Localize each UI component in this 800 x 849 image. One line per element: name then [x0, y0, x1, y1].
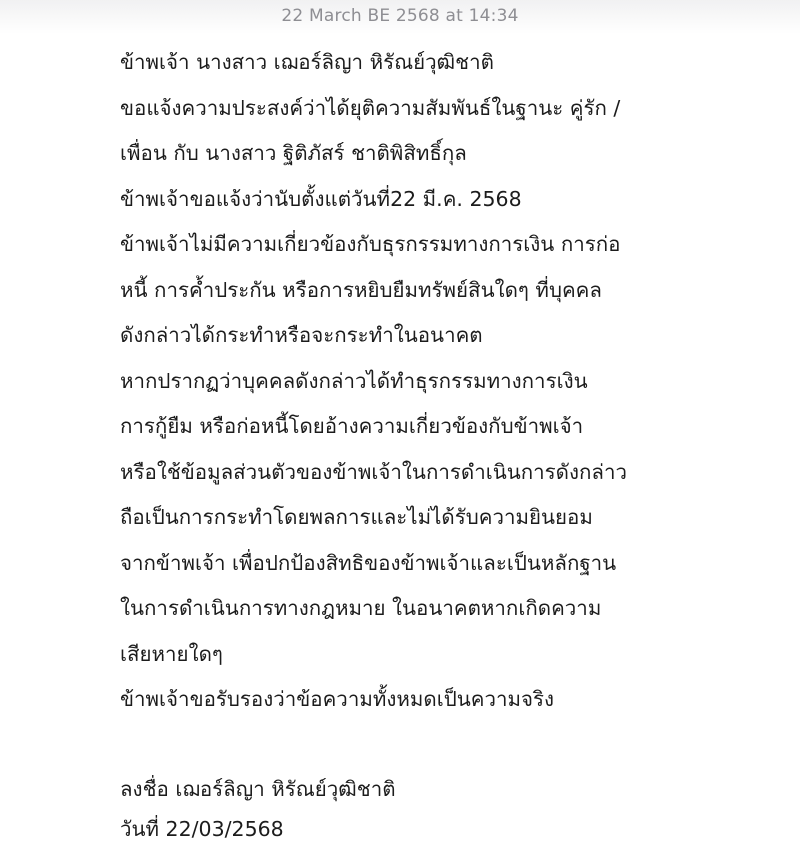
- note-timestamp: 22 March BE 2568 at 14:34: [281, 6, 519, 26]
- note-line: ข้าพเจ้าไม่มีความเกี่ยวข้องกับธุรกรรมทางการเงิน การก่อ: [120, 232, 621, 256]
- note-line: หรือใช้ข้อมูลส่วนตัวของข้าพเจ้าในการดำเนินการดังกล่าว: [120, 459, 627, 484]
- note-line: เพื่อน กับ นางสาว ฐิติภัสร์ ชาติพิสิทธิ์กุล: [120, 141, 467, 165]
- note-line: ในการดำเนินการทางกฎหมาย ในอนาคตหากเกิดความ: [120, 596, 602, 620]
- note-line: ข้าพเจ้า นางสาว เฌอร์ลิญา หิรัณย์วุฒิชาติ: [120, 50, 494, 74]
- note-line: หนี้ การค้ำประกัน หรือการหยิบยืมทรัพย์สินใดๆ ที่บุคคล: [120, 277, 602, 302]
- note-line: หากปรากฏว่าบุคคลดังกล่าวได้ทำธุรกรรมทางการเงิน: [120, 368, 588, 393]
- note-line: เสียหายใดๆ: [120, 641, 223, 666]
- note-line: จากข้าพเจ้า เพื่อปกป้องสิทธิของข้าพเจ้าและเป็นหลักฐาน: [120, 550, 617, 575]
- blank-line: [120, 723, 720, 769]
- note-line: ถือเป็นการกระทำโดยพลการและไม่ได้รับความยินยอม: [120, 505, 593, 529]
- signature-date: วันที่ 22/03/2568: [120, 816, 284, 841]
- note-line: ดังกล่าวได้กระทำหรือจะกระทำในอนาคต: [120, 323, 483, 347]
- note-line: ข้าพเจ้าขอแจ้งว่านับตั้งแต่วันที่22 มี.ค. 2568: [120, 186, 522, 211]
- note-line: การกู้ยืม หรือก่อหนี้โดยอ้างความเกี่ยวข้องกับข้าพเจ้า: [120, 414, 584, 438]
- signature-line: ลงชื่อ เฌอร์ลิญา หิรัณย์วุฒิชาติ: [120, 776, 396, 801]
- note-body[interactable]: [120, 40, 720, 849]
- note-line: ข้าพเจ้าขอรับรองว่าข้อความทั้งหมดเป็นความจริง: [120, 687, 555, 711]
- note-line: ขอแจ้งความประสงค์ว่าได้ยุติความสัมพันธ์ในฐานะ คู่รัก /: [120, 95, 621, 120]
